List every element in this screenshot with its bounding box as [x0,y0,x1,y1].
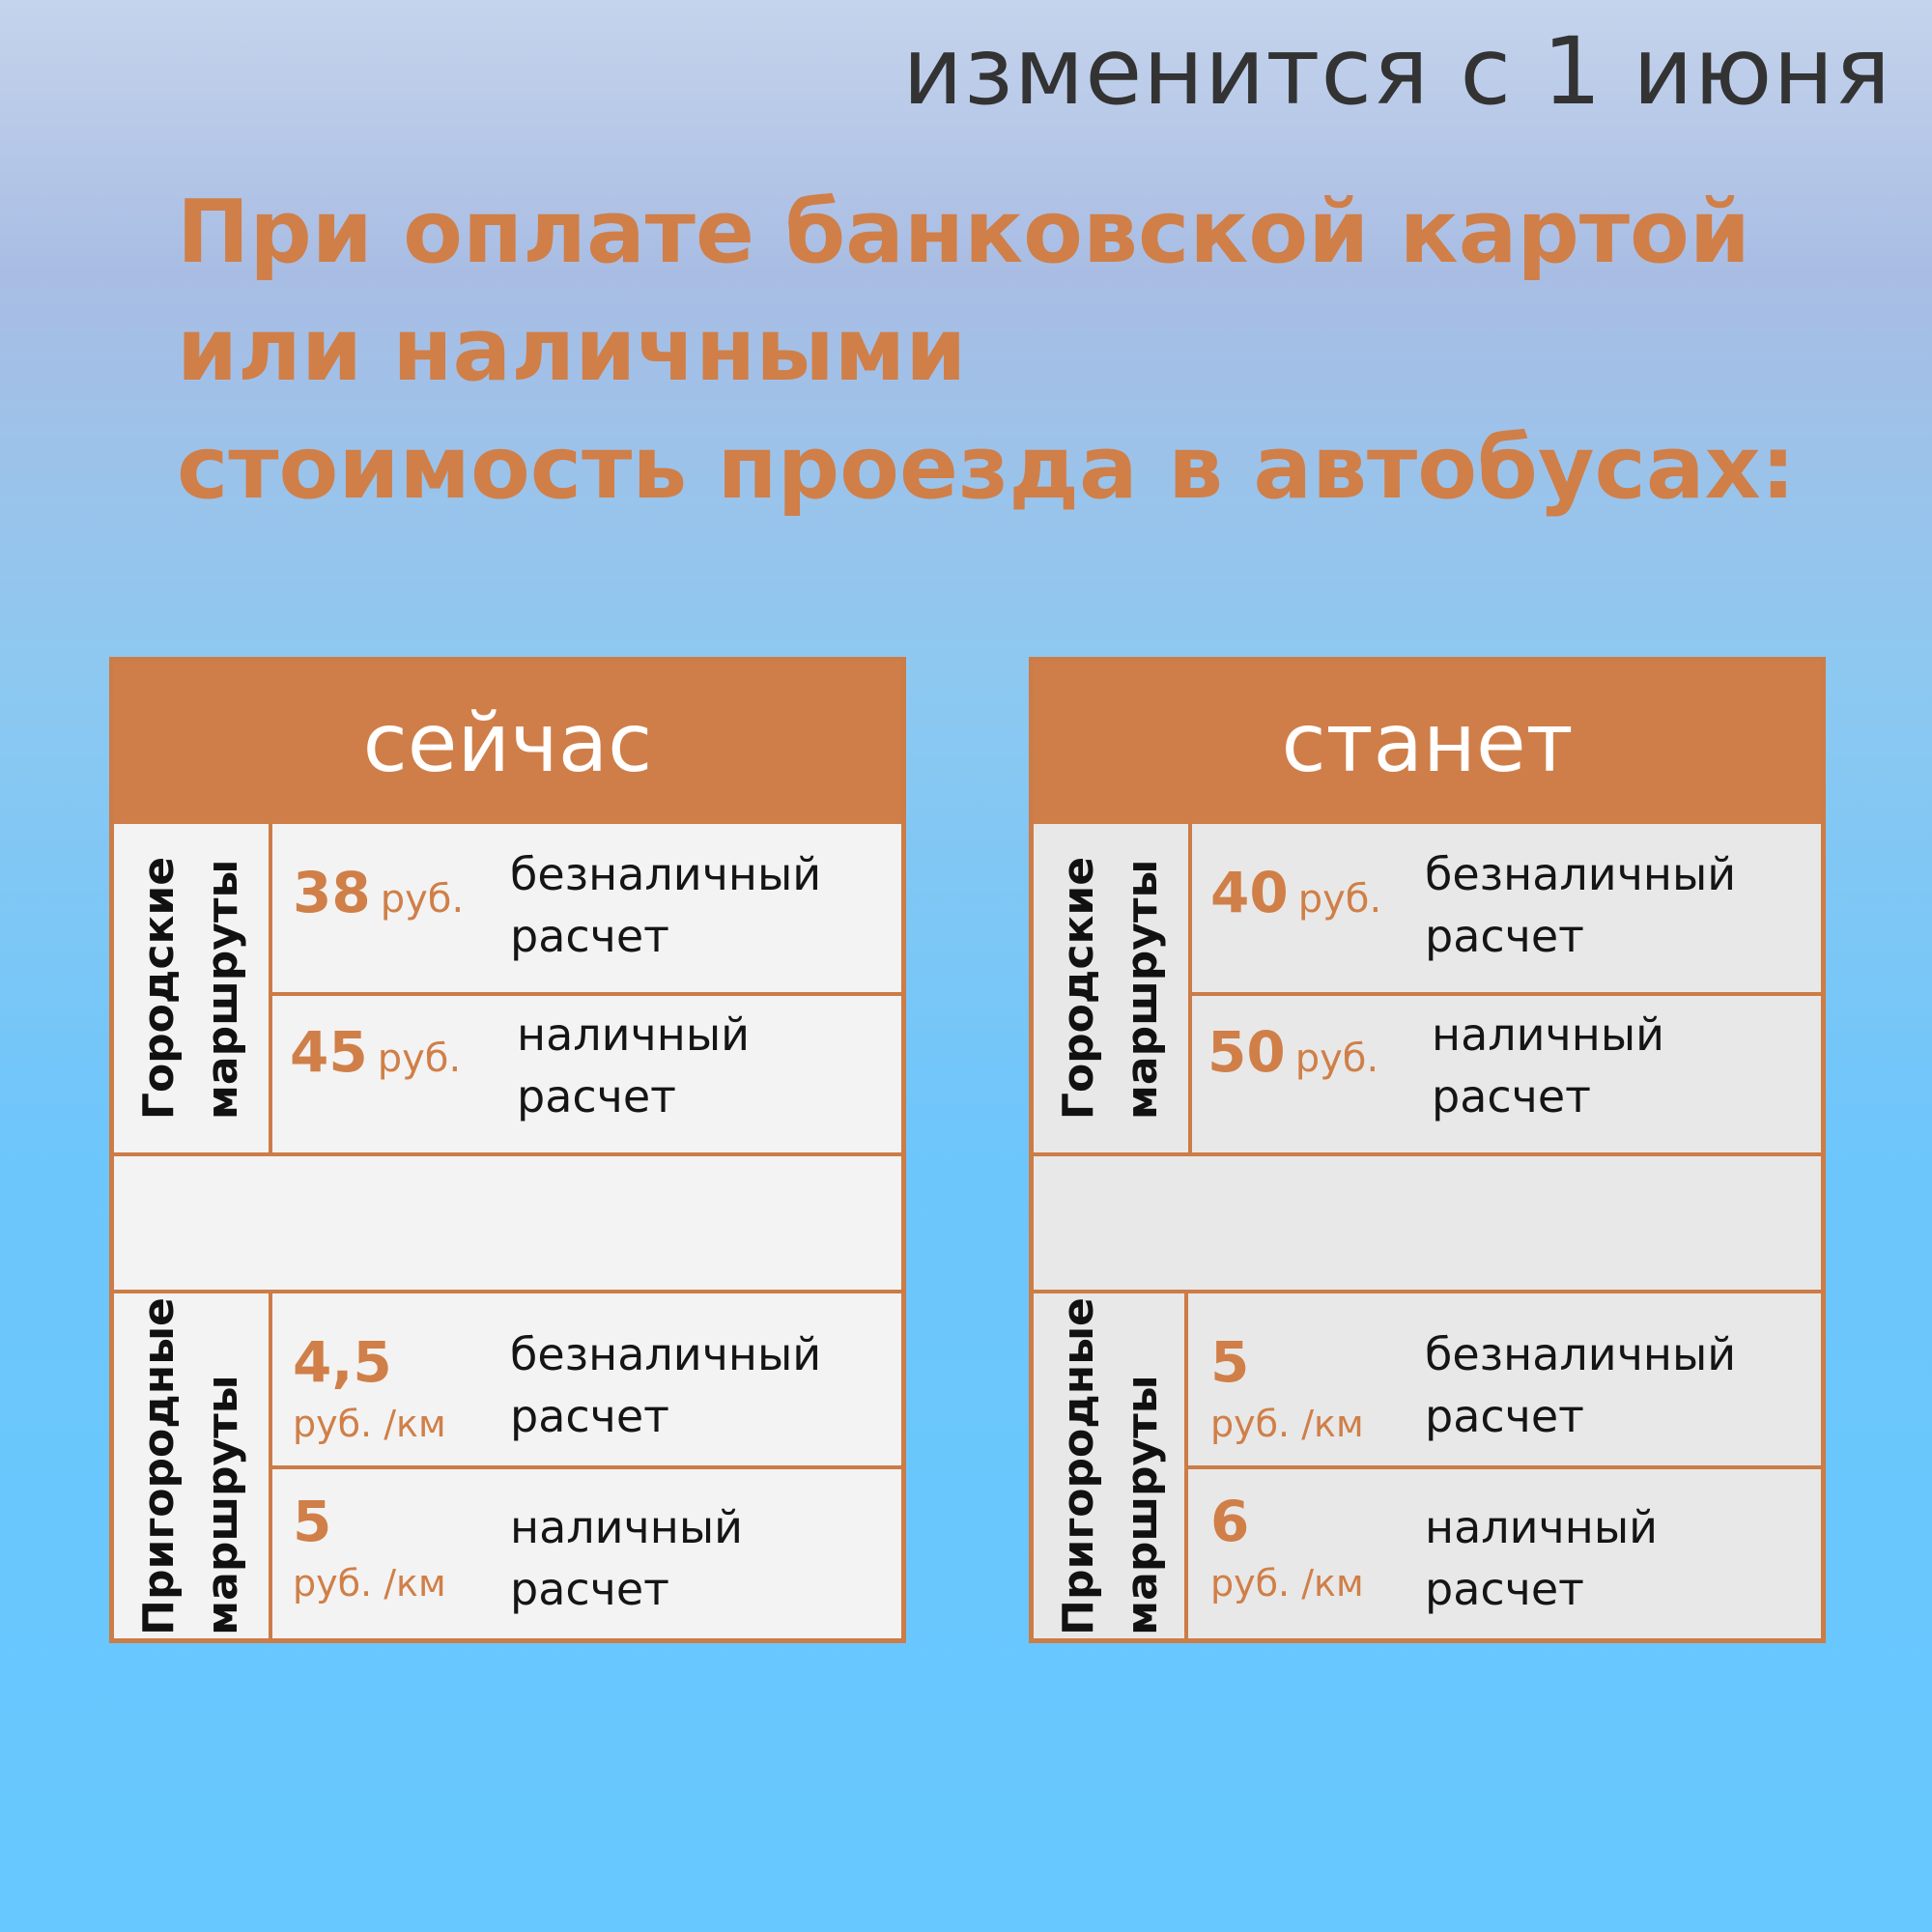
fare-price [1210,1488,1364,1611]
payment-type-line: безналичный [510,1328,822,1380]
payment-type-line: наличный [510,1501,744,1553]
fare-unit: руб. [1294,1037,1379,1081]
payment-type-line: безналичный [1425,848,1737,900]
headline-line: стоимость проезда в автобусах: [177,417,1796,519]
fare-value: 50 [1208,1019,1286,1085]
payment-type [510,1496,743,1620]
divider [269,992,901,996]
divider [1188,824,1192,1152]
payment-type-line: безналичный [1425,1328,1737,1380]
fare-value: 4,5 [293,1329,392,1395]
fare-value: 38 [293,860,371,925]
group-label-suburban [1034,1293,1188,1638]
payment-type-line: расчет [1425,910,1584,962]
fare-price [1210,1328,1364,1452]
fare-price [293,1328,446,1452]
headline-line: При оплате банковской картой [177,182,1750,283]
payment-type [1432,1004,1664,1127]
fare-value: 5 [293,1489,332,1554]
divider [269,824,272,1152]
group-label-city [114,824,269,1152]
payment-type [1425,1496,1658,1620]
divider [269,1465,901,1469]
divider [114,1152,901,1156]
divider [1034,1152,1821,1156]
headline [177,174,1796,527]
fare-price [1210,860,1381,925]
divider [1184,1465,1821,1469]
payment-type [510,843,821,967]
fare-value: 5 [1210,1329,1250,1395]
fare-unit: руб. /км [293,1562,446,1605]
payment-type-line: наличный [1432,1009,1665,1061]
fare-price [1208,1019,1378,1085]
payment-type-line: расчет [510,910,669,962]
payment-type-line: расчет [517,1070,676,1122]
payment-type-line: расчет [510,1563,669,1615]
group-label-line: Городские [1054,856,1103,1121]
fare-value: 45 [290,1019,368,1085]
group-label-line: Городские [134,856,184,1121]
fare-price [293,860,464,925]
fare-price [293,1488,446,1611]
fare-panel-future [1029,657,1826,1643]
fare-unit: руб. /км [1210,1562,1364,1605]
effective-date-caption: изменится с 1 июня [902,17,1891,126]
fare-panel-now [109,657,906,1643]
payment-type [1425,1323,1736,1447]
payment-type-line: расчет [510,1390,669,1442]
fare-value: 6 [1210,1489,1250,1554]
group-label-line: маршруты [198,859,247,1121]
fare-unit: руб. [380,877,465,922]
group-label-line: Пригородные [1054,1296,1104,1635]
payment-type-line: расчет [1425,1390,1584,1442]
panel-title: сейчас [114,662,901,824]
payment-type [517,1004,750,1127]
group-label-line: Пригородные [134,1296,185,1635]
payment-type [510,1323,821,1447]
payment-type-line: наличный [517,1009,751,1061]
group-label-suburban [114,1293,269,1638]
payment-type-line: наличный [1425,1501,1659,1553]
payment-type-line: расчет [1425,1563,1584,1615]
fare-value: 40 [1210,860,1289,925]
payment-type [1425,843,1736,967]
fare-unit: руб. /км [1210,1403,1364,1445]
fare-unit: руб. [1297,877,1382,922]
fare-price [290,1019,461,1085]
panel-title: станет [1034,662,1821,824]
fare-unit: руб. [377,1037,462,1081]
payment-type-line: расчет [1432,1070,1591,1122]
payment-type-line: безналичный [510,848,822,900]
group-label-city [1034,824,1188,1152]
headline-line: или наличными [177,299,967,401]
group-label-line: маршруты [1118,859,1167,1121]
fare-unit: руб. /км [293,1403,446,1445]
group-label-line: маршруты [1118,1374,1168,1635]
divider [269,1290,272,1638]
divider [1188,992,1821,996]
group-label-line: маршруты [198,1374,248,1635]
